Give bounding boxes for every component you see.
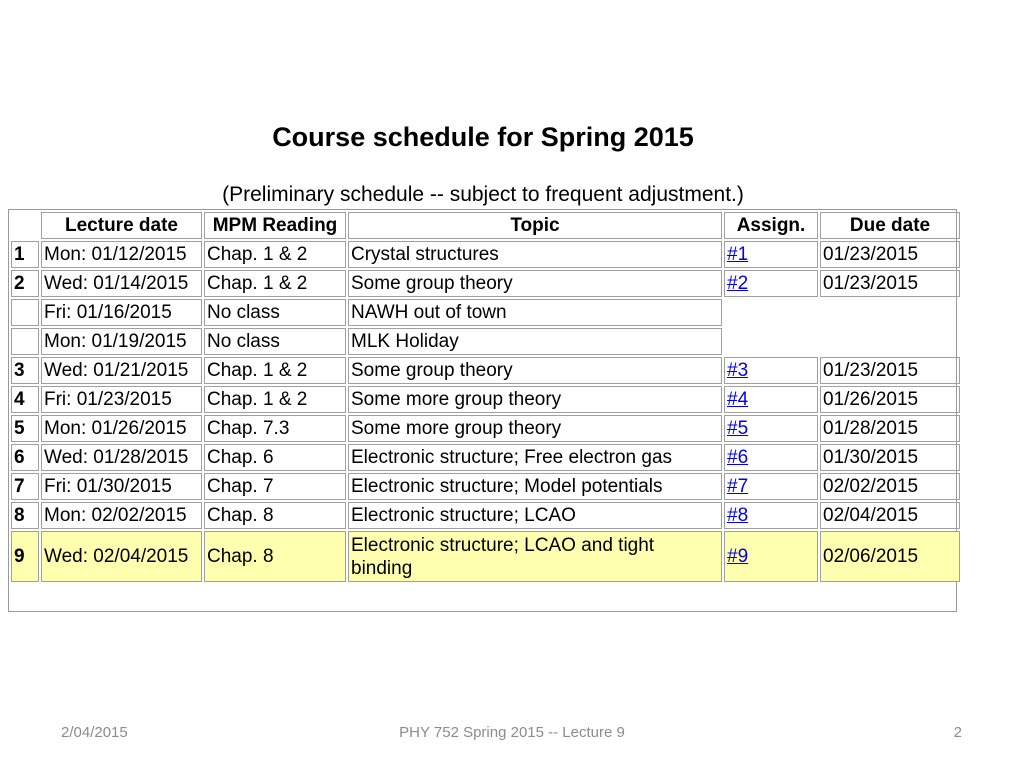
slide-number: 2	[953, 724, 962, 741]
highlighted-table-row	[11, 531, 960, 582]
assignment-link[interactable]: #1	[727, 243, 749, 265]
topic-cell: Crystal structures	[348, 241, 722, 268]
header-assign: Assign.	[724, 212, 818, 239]
lecture-date-cell: Wed: 02/04/2015	[41, 531, 202, 582]
assignment-link[interactable]: #3	[727, 359, 749, 381]
due-date-cell: 02/04/2015	[820, 502, 960, 529]
table-row	[11, 241, 960, 268]
row-number: 2	[11, 270, 39, 297]
row-number: 3	[11, 357, 39, 384]
topic-cell: Electronic structure; LCAO and tight binding	[348, 531, 722, 582]
table-row	[11, 299, 960, 326]
due-date-cell: 01/30/2015	[820, 444, 960, 471]
topic-cell: Some group theory	[348, 357, 722, 384]
lecture-date-cell: Wed: 01/28/2015	[41, 444, 202, 471]
table-row	[11, 357, 960, 384]
table-header-row	[11, 212, 960, 239]
empty-cell	[724, 299, 960, 326]
row-number: 5	[11, 415, 39, 442]
assignment-link[interactable]: #4	[727, 388, 749, 410]
assignment-link[interactable]: #5	[727, 417, 749, 439]
reading-cell: Chap. 1 & 2	[204, 241, 346, 268]
schedule-table-frame	[8, 209, 957, 612]
reading-cell: Chap. 7	[204, 473, 346, 500]
table-row	[11, 270, 960, 297]
reading-cell: Chap. 1 & 2	[204, 386, 346, 413]
assign-cell	[724, 241, 818, 268]
assignment-link[interactable]: #2	[727, 272, 749, 294]
lecture-date-cell: Fri: 01/16/2015	[41, 299, 202, 326]
assign-cell	[724, 473, 818, 500]
lecture-date-cell: Wed: 01/21/2015	[41, 357, 202, 384]
slide-subtitle: (Preliminary schedule -- subject to frequent adjustment.)	[222, 183, 744, 206]
lecture-date-cell: Wed: 01/14/2015	[41, 270, 202, 297]
row-number: 4	[11, 386, 39, 413]
topic-cell: Some more group theory	[348, 386, 722, 413]
assign-cell	[724, 415, 818, 442]
reading-cell: Chap. 6	[204, 444, 346, 471]
topic-cell: Electronic structure; LCAO	[348, 502, 722, 529]
lecture-date-cell: Fri: 01/23/2015	[41, 386, 202, 413]
assign-cell	[724, 386, 818, 413]
empty-cell	[724, 328, 960, 355]
slide-title: Course schedule for Spring 2015	[272, 122, 694, 152]
assign-cell	[724, 270, 818, 297]
topic-cell: Electronic structure; Model potentials	[348, 473, 722, 500]
due-date-cell: 01/23/2015	[820, 270, 960, 297]
reading-cell: Chap. 1 & 2	[204, 270, 346, 297]
header-lecture-date: Lecture date	[41, 212, 202, 239]
topic-cell: Electronic structure; Free electron gas	[348, 444, 722, 471]
topic-cell: Some group theory	[348, 270, 722, 297]
row-number: 1	[11, 241, 39, 268]
assign-cell	[724, 357, 818, 384]
row-number	[11, 328, 39, 355]
topic-cell: NAWH out of town	[348, 299, 722, 326]
due-date-cell: 02/02/2015	[820, 473, 960, 500]
table-row	[11, 386, 960, 413]
assign-cell	[724, 502, 818, 529]
table-row	[11, 473, 960, 500]
header-corner	[11, 212, 39, 239]
due-date-cell: 01/26/2015	[820, 386, 960, 413]
assignment-link[interactable]: #8	[727, 504, 749, 526]
reading-cell: No class	[204, 328, 346, 355]
row-number: 7	[11, 473, 39, 500]
table-row	[11, 415, 960, 442]
schedule-table	[9, 210, 962, 584]
due-date-cell: 02/06/2015	[820, 531, 960, 582]
topic-cell: Some more group theory	[348, 415, 722, 442]
assignment-link[interactable]: #6	[727, 446, 749, 468]
lecture-date-cell: Mon: 01/12/2015	[41, 241, 202, 268]
row-number	[11, 299, 39, 326]
reading-cell: Chap. 7.3	[204, 415, 346, 442]
assign-cell	[724, 531, 818, 582]
row-number: 8	[11, 502, 39, 529]
lecture-date-cell: Mon: 02/02/2015	[41, 502, 202, 529]
assignment-link[interactable]: #9	[727, 545, 749, 567]
topic-cell: MLK Holiday	[348, 328, 722, 355]
row-number: 9	[11, 531, 39, 582]
lecture-date-cell: Mon: 01/19/2015	[41, 328, 202, 355]
reading-cell: Chap. 1 & 2	[204, 357, 346, 384]
header-due-date: Due date	[820, 212, 960, 239]
table-row	[11, 444, 960, 471]
table-row	[11, 328, 960, 355]
due-date-cell: 01/23/2015	[820, 357, 960, 384]
reading-cell: Chap. 8	[204, 502, 346, 529]
assign-cell	[724, 444, 818, 471]
lecture-date-cell: Fri: 01/30/2015	[41, 473, 202, 500]
row-number: 6	[11, 444, 39, 471]
assignment-link[interactable]: #7	[727, 475, 749, 497]
header-topic: Topic	[348, 212, 722, 239]
reading-cell: No class	[204, 299, 346, 326]
footer-course-title: PHY 752 Spring 2015 -- Lecture 9	[399, 724, 625, 741]
lecture-date-cell: Mon: 01/26/2015	[41, 415, 202, 442]
footer-date: 2/04/2015	[61, 724, 128, 741]
due-date-cell: 01/23/2015	[820, 241, 960, 268]
table-row	[11, 502, 960, 529]
due-date-cell: 01/28/2015	[820, 415, 960, 442]
reading-cell: Chap. 8	[204, 531, 346, 582]
header-mpm-reading: MPM Reading	[204, 212, 346, 239]
